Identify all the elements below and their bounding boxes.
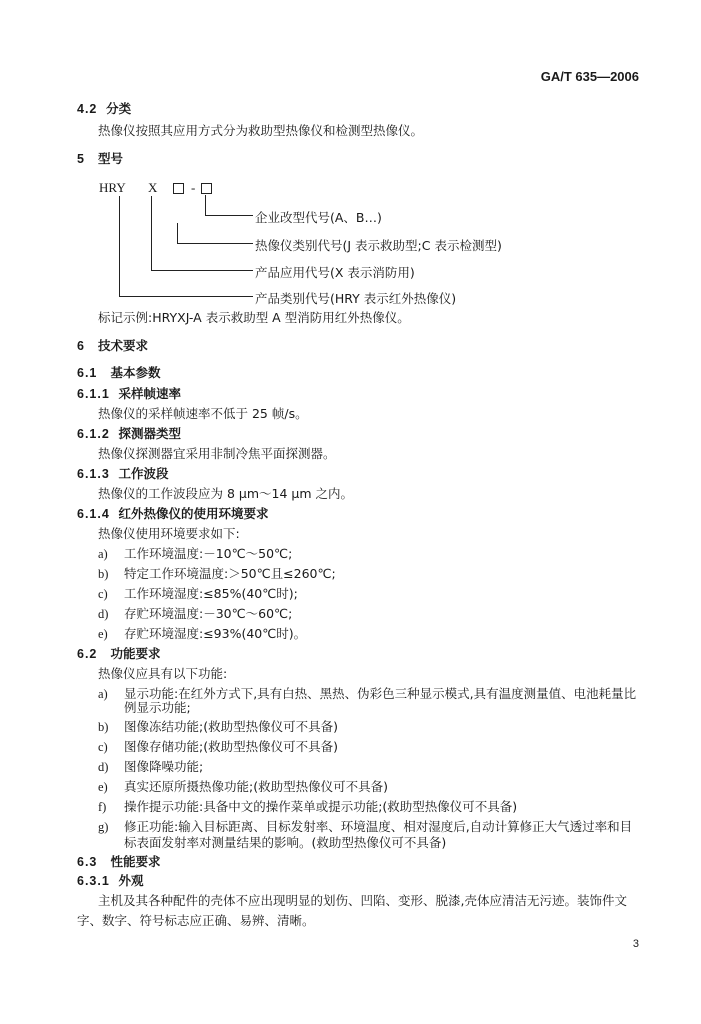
section-6-1-heading [77, 365, 160, 381]
list-item [98, 566, 498, 582]
section-6-1-4-intro: 热像仪使用环境要求如下: [98, 526, 240, 541]
section-6-3-1-heading [77, 873, 144, 889]
marking-example: 标记示例:HRYXJ-A 表示救助型 A 型消防用红外热像仪。 [98, 310, 410, 325]
leader-line [151, 196, 152, 270]
list-item [98, 586, 498, 602]
section-4-2-heading [77, 101, 131, 117]
section-6-1-2-text: 热像仪探测器宜采用非制冷焦平面探测器。 [98, 446, 336, 461]
section-number: 6.1.4 [77, 507, 110, 521]
list-text: 存贮环境湿度:≤93%(40℃时)。 [124, 626, 307, 641]
model-label-application: 产品应用代号(X 表示消防用) [255, 265, 415, 280]
section-5-heading [77, 151, 123, 167]
section-6-1-1-heading [77, 386, 181, 402]
list-text: 真实还原所摄热像功能;(救助型热像仪可不具备) [124, 779, 388, 794]
section-title: 红外热像仪的使用环境要求 [118, 506, 269, 521]
list-item [98, 779, 638, 795]
model-box-2 [201, 183, 212, 194]
list-marker: a) [98, 547, 108, 561]
list-marker: b) [98, 720, 109, 734]
section-title: 工作波段 [118, 466, 169, 481]
section-number: 6.2 [77, 647, 98, 661]
section-4-2-text: 热像仪按照其应用方式分为救助型热像仪和检测型热像仪。 [98, 123, 424, 138]
leader-line [119, 196, 120, 296]
section-title: 功能要求 [110, 646, 161, 661]
list-item [98, 626, 498, 642]
list-text: 工作环境温度:－10℃～50℃; [124, 546, 293, 561]
list-marker: e) [98, 627, 108, 641]
section-number: 4.2 [77, 102, 98, 116]
section-6-1-3-heading [77, 466, 169, 482]
model-prefix: HRY [99, 180, 126, 195]
section-number: 6.1.3 [77, 467, 110, 481]
section-number: 6.3.1 [77, 874, 110, 888]
model-dash: - [191, 180, 196, 195]
section-title: 外观 [118, 873, 144, 888]
list-marker: f) [98, 800, 107, 814]
list-text: 图像冻结功能;(救助型热像仪可不具备) [124, 719, 338, 734]
section-title: 探测器类型 [118, 426, 182, 441]
list-text: 存贮环境温度:－30℃～60℃; [124, 606, 293, 621]
list-item [98, 799, 638, 815]
model-x: X [148, 180, 158, 195]
section-6-1-2-heading [77, 426, 181, 442]
list-marker: g) [98, 820, 109, 834]
section-title: 技术要求 [98, 338, 149, 353]
leader-line [177, 223, 178, 243]
list-item [98, 819, 638, 835]
section-6-2-heading [77, 646, 160, 662]
section-number: 6.1 [77, 366, 98, 380]
list-item-continuation: 标表面发射率对测量结果的影响。(救助型热像仪可不具备) [124, 835, 447, 850]
page-number: 3 [632, 938, 639, 950]
list-marker: d) [98, 607, 109, 621]
section-number: 6 [77, 339, 85, 353]
list-marker: c) [98, 587, 108, 601]
section-title: 基本参数 [110, 365, 161, 380]
section-number: 5 [77, 152, 85, 166]
list-marker: c) [98, 740, 108, 754]
leader-line [151, 270, 253, 271]
section-6-heading [77, 338, 148, 354]
section-number: 6.1.2 [77, 427, 110, 441]
section-6-1-1-text: 热像仪的采样帧速率不低于 25 帧/s。 [98, 406, 308, 421]
list-item [98, 546, 498, 562]
list-text: 工作环境湿度:≤85%(40℃时); [124, 586, 298, 601]
list-item [98, 759, 638, 775]
list-marker: e) [98, 780, 108, 794]
list-text: 修正功能:输入目标距离、目标发射率、环境温度、相对湿度后,自动计算修正大气透过率和目 [124, 819, 633, 834]
list-text: 特定工作环境温度:＞50℃且≤260℃; [124, 566, 336, 581]
list-item-continuation: 例显示功能; [124, 700, 191, 715]
leader-line [205, 195, 206, 215]
section-6-3-1-text-line-2: 字、数字、符号标志应正确、易辨、清晰。 [77, 913, 315, 928]
section-title: 采样帧速率 [118, 386, 182, 401]
section-6-3-heading [77, 854, 160, 870]
list-item [98, 719, 638, 735]
list-marker: d) [98, 760, 109, 774]
list-item [98, 739, 638, 755]
model-label-product-class: 产品类别代号(HRY 表示红外热像仪) [255, 291, 457, 306]
section-title: 分类 [106, 101, 132, 116]
model-label-modification: 企业改型代号(A、B…) [255, 210, 382, 225]
leader-line [205, 215, 253, 216]
list-text: 操作提示功能:具备中文的操作菜单或提示功能;(救助型热像仪可不具备) [124, 799, 518, 814]
list-text: 显示功能:在红外方式下,具有白热、黑热、伪彩色三种显示模式,具有温度测量值、电池耗量比 [124, 686, 637, 701]
section-number: 6.1.1 [77, 387, 110, 401]
section-number: 6.3 [77, 855, 98, 869]
leader-line [119, 296, 253, 297]
leader-line [177, 243, 253, 244]
list-marker: b) [98, 567, 109, 581]
section-6-1-3-text: 热像仪的工作波段应为 8 μm～14 μm 之内。 [98, 486, 354, 501]
section-6-3-1-text-line-1: 主机及其各种配件的壳体不应出现明显的划伤、凹陷、变形、脱漆,壳体应清洁无污迹。装饰件文 [98, 893, 627, 908]
section-title: 型号 [98, 151, 124, 166]
section-6-1-4-heading [77, 506, 269, 522]
standard-code: GA/T 635—2006 [540, 69, 639, 84]
list-item [98, 606, 498, 622]
list-marker: a) [98, 687, 108, 701]
list-text: 图像降噪功能; [124, 759, 204, 774]
section-title: 性能要求 [110, 854, 161, 869]
model-box-1 [173, 183, 184, 194]
section-6-2-intro: 热像仪应具有以下功能: [98, 666, 228, 681]
model-label-category: 热像仪类别代号(J 表示救助型;C 表示检测型) [255, 238, 502, 253]
list-text: 图像存储功能;(救助型热像仪可不具备) [124, 739, 338, 754]
